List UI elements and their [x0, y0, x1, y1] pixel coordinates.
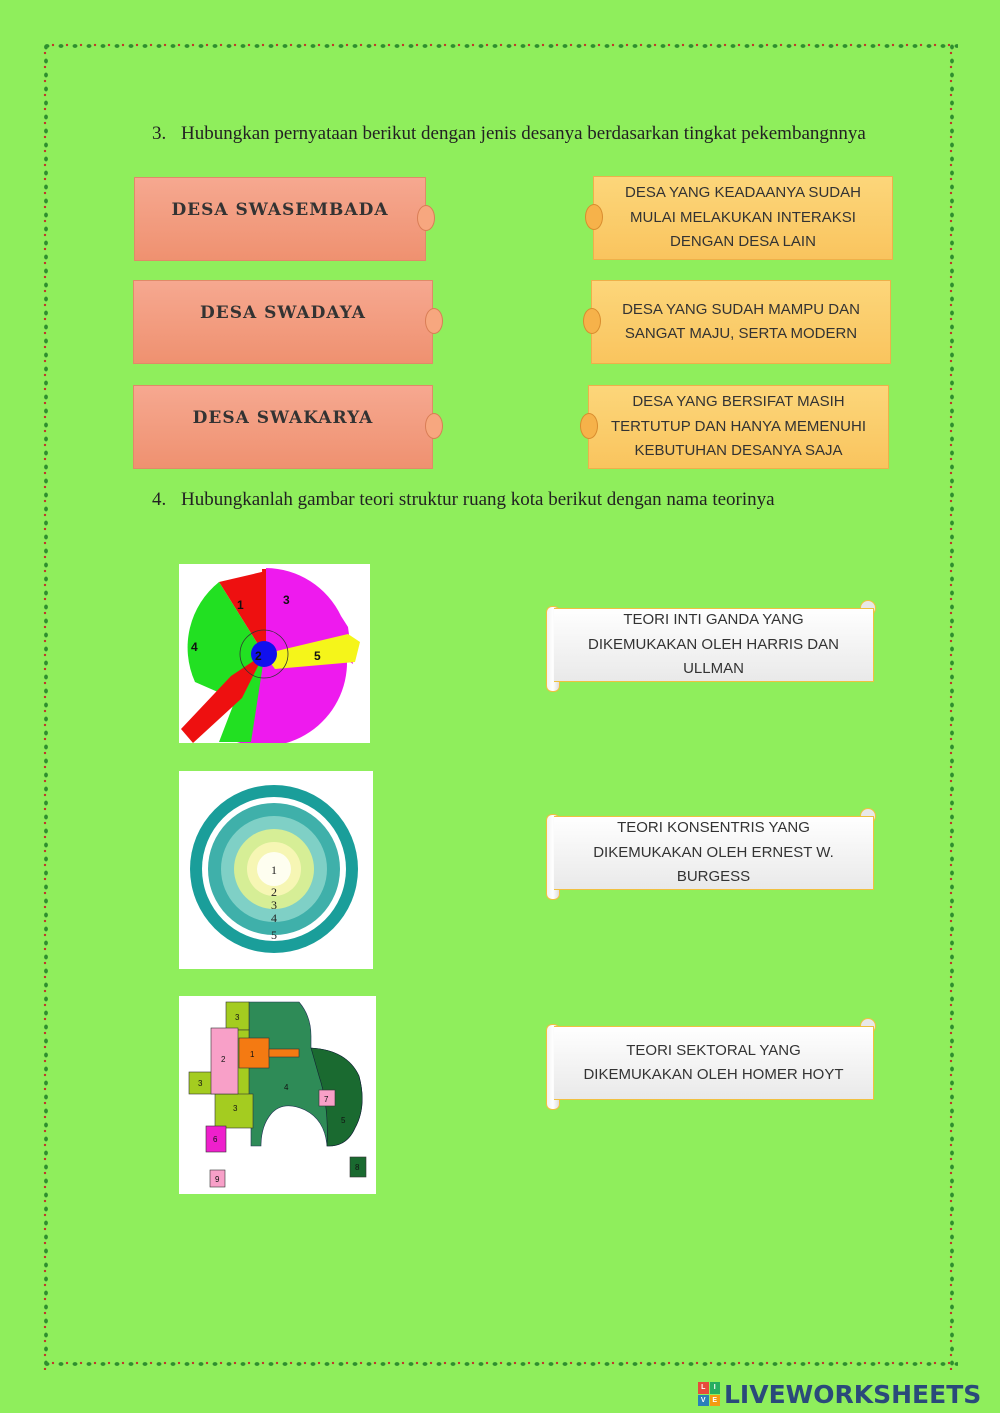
theory-text-box — [554, 608, 874, 682]
logo-mark-icon — [698, 1382, 720, 1406]
question-3 — [152, 121, 878, 147]
theory-text: TEORI SEKTORAL YANG DIKEMUKAKAN OLEH HOMER HOYT — [583, 1041, 844, 1083]
question-text: Hubungkanlah gambar teori struktur ruang kota berikut dengan nama teorinya — [181, 489, 775, 510]
match-dot-right-1[interactable] — [585, 204, 603, 230]
description-box-3[interactable] — [588, 385, 889, 469]
sector-label-1: 1 — [237, 598, 244, 612]
logo-letter: I — [710, 1382, 721, 1394]
zone-label-7: 7 — [324, 1095, 329, 1104]
zone-label-1: 1 — [250, 1050, 255, 1059]
sector-label-3: 3 — [283, 593, 290, 607]
sector-label-5: 5 — [314, 649, 321, 663]
ring-label-2: 2 — [271, 885, 277, 899]
match-dot-right-2[interactable] — [583, 308, 601, 334]
zone-label-3c: 3 — [233, 1104, 238, 1113]
match-dot-left-1[interactable] — [417, 205, 435, 231]
logo-letter: V — [698, 1395, 709, 1407]
zone-label-3b: 3 — [198, 1079, 203, 1088]
multiple-nuclei-model-image[interactable] — [179, 996, 376, 1194]
sector-model-image[interactable] — [179, 564, 370, 743]
description-box-1[interactable] — [593, 176, 893, 260]
match-dot-left-2[interactable] — [425, 308, 443, 334]
sector-label-4: 4 — [191, 640, 198, 654]
sector-label-2: 2 — [255, 649, 262, 663]
village-type-swasembada[interactable] — [134, 177, 426, 261]
zone-label-4: 4 — [284, 1083, 289, 1092]
description-box-2[interactable] — [591, 280, 891, 364]
village-type-label: DESA SWADAYA — [200, 303, 366, 323]
match-dot-left-3[interactable] — [425, 413, 443, 439]
question-number: 3. — [152, 123, 167, 144]
sector-model-diagram — [179, 564, 370, 743]
village-type-label: DESA SWAKARYA — [192, 408, 374, 428]
ring-label-4: 4 — [271, 911, 277, 925]
zone-label-9: 9 — [215, 1175, 220, 1184]
theory-text: TEORI KONSENTRIS YANG DIKEMUKAKAN OLEH ERNEST W. BURGESS — [593, 819, 834, 886]
zone-label-2: 2 — [221, 1055, 226, 1064]
theory-text-box — [554, 1026, 874, 1100]
multiple-nuclei-diagram — [179, 996, 376, 1194]
description-text: DESA YANG SUDAH MAMPU DAN SANGAT MAJU, SERTA MODERN — [622, 300, 860, 342]
match-dot-right-3[interactable] — [580, 413, 598, 439]
zone-label-3a: 3 — [235, 1013, 240, 1022]
ring-label-3: 3 — [271, 898, 277, 912]
vine-border-left — [40, 42, 52, 1370]
theory-text: TEORI INTI GANDA YANG DIKEMUKAKAN OLEH HARRIS DAN ULLMAN — [588, 611, 839, 678]
concentric-model-diagram — [179, 771, 373, 969]
vine-border-top — [42, 40, 958, 52]
village-type-label: DESA SWASEMBADA — [171, 200, 389, 220]
logo-wordmark: LIVEWORKSHEETS — [724, 1379, 982, 1409]
village-type-swakarya[interactable] — [133, 385, 433, 469]
description-text: DESA YANG BERSIFAT MASIH TERTUTUP DAN HANYA MEMENUHI KEBUTUHAN DESANYA SAJA — [610, 393, 867, 460]
theory-text-box — [554, 816, 874, 890]
zone-label-6: 6 — [213, 1135, 218, 1144]
zone-label-5: 5 — [341, 1116, 346, 1125]
ring-label-5: 5 — [271, 928, 277, 942]
theory-box-3[interactable] — [546, 1018, 874, 1102]
village-type-swadaya[interactable] — [133, 280, 433, 364]
vine-border-right — [946, 42, 958, 1370]
theory-box-2[interactable] — [546, 808, 874, 892]
logo-letter: E — [710, 1395, 721, 1407]
description-text: DESA YANG KEADAANYA SUDAH MULAI MELAKUKAN INTERAKSI DENGAN DESA LAIN — [625, 184, 861, 251]
vine-border-bottom — [42, 1358, 958, 1370]
concentric-model-image[interactable] — [179, 771, 373, 969]
question-4 — [152, 487, 878, 513]
logo-letter: L — [698, 1382, 709, 1394]
ring-label-1: 1 — [271, 863, 277, 877]
theory-box-1[interactable] — [546, 600, 874, 684]
question-number: 4. — [152, 489, 167, 510]
liveworksheets-logo[interactable] — [698, 1380, 981, 1408]
question-text: Hubungkan pernyataan berikut dengan jenis desanya berdasarkan tingkat pekembangnnya — [181, 123, 866, 144]
zone-label-8: 8 — [355, 1163, 360, 1172]
